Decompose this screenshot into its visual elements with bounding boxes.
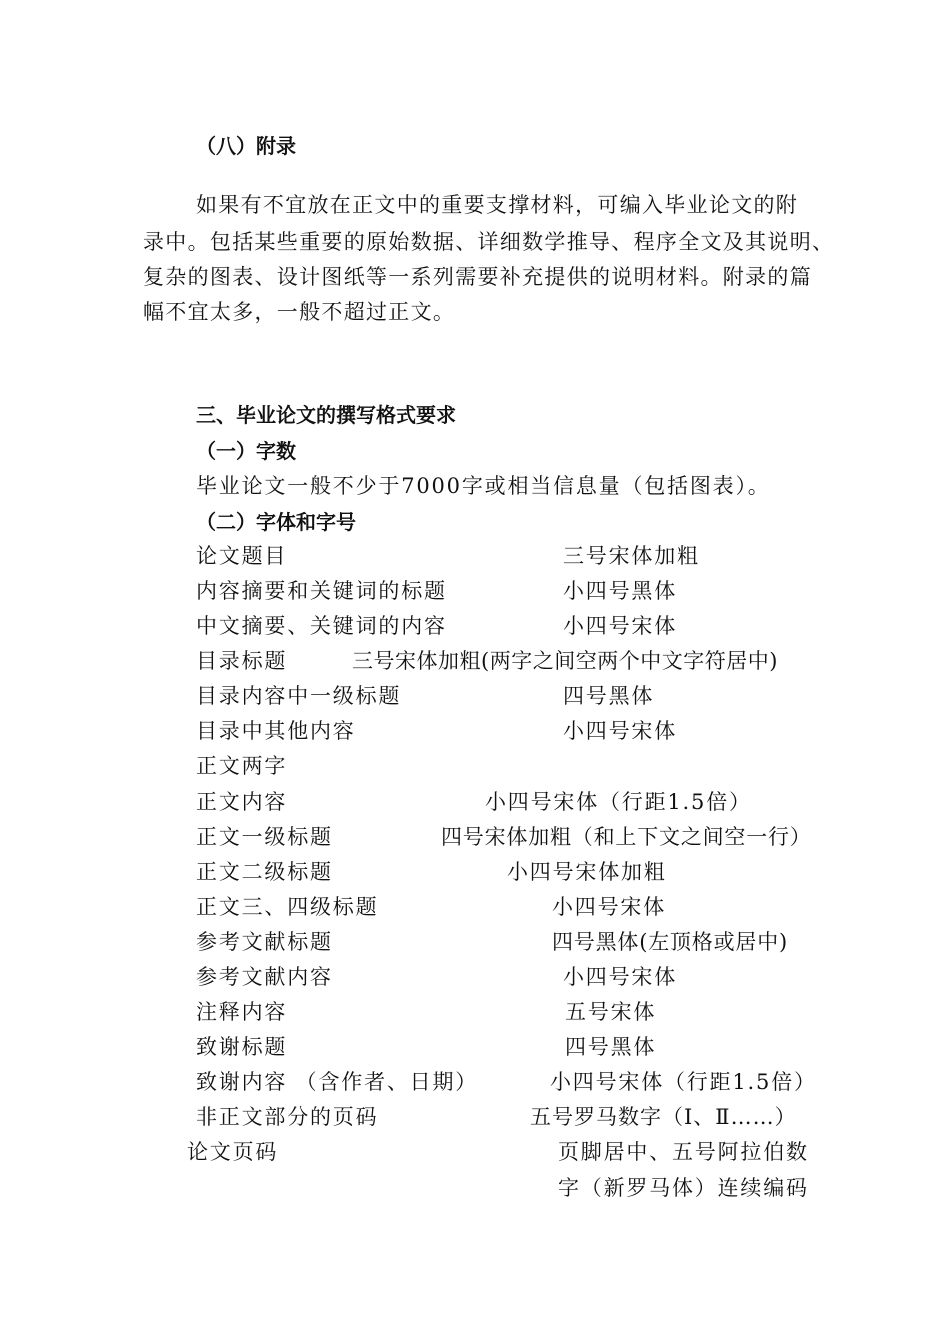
format-value: 三号宋体加粗: [563, 544, 700, 568]
format-value: 小四号宋体（行距1.5倍）: [485, 790, 752, 814]
format-item: 论文页码: [187, 1140, 279, 1164]
appendix-paragraph-line-1: 如果有不宜放在正文中的重要支撑材料，可编入毕业论文的附: [196, 193, 799, 217]
format-value: 小四号宋体: [563, 965, 677, 989]
format-item: 参考文献内容: [196, 965, 333, 989]
format-value: 小四号宋体: [563, 614, 677, 638]
format-value: 小四号宋体加粗: [507, 860, 667, 884]
section-3-heading: 三、毕业论文的撰写格式要求: [196, 403, 456, 427]
font-size-heading: （二）字体和字号: [196, 510, 356, 534]
word-count-heading: （一）字数: [196, 439, 296, 463]
format-item: 参考文献标题: [196, 930, 333, 954]
format-item: 正文二级标题: [196, 860, 333, 884]
format-value: 小四号宋体: [552, 895, 666, 919]
format-item: 正文三、四级标题: [196, 895, 379, 919]
format-value: 三号宋体加粗(两字之间空两个中文字符居中): [352, 649, 778, 673]
format-item: 正文内容: [196, 790, 288, 814]
format-value: 四号宋体加粗（和上下文之间空一行）: [441, 825, 812, 849]
format-value: 五号宋体: [565, 1000, 657, 1024]
format-value: 五号罗马数字（Ⅰ、Ⅱ……）: [530, 1105, 797, 1129]
appendix-paragraph-line-2: 录中。包括某些重要的原始数据、详细数学推导、程序全文及其说明、: [143, 230, 835, 254]
format-item: 注释内容: [196, 1000, 288, 1024]
format-item: 致谢标题: [196, 1035, 288, 1059]
word-count-text: 毕业论文一般不少于7000字或相当信息量（包括图表）。: [196, 474, 771, 498]
format-value: 小四号宋体: [563, 719, 677, 743]
format-item: 目录标题: [196, 649, 288, 673]
format-value: 页脚居中、五号阿拉伯数: [558, 1140, 809, 1164]
format-item: 论文题目: [196, 544, 288, 568]
format-value-continuation: 字（新罗马体）连续编码: [558, 1176, 809, 1200]
format-item: 目录内容中一级标题: [196, 684, 402, 708]
format-value: 小四号宋体（行距1.5倍）: [550, 1070, 817, 1094]
appendix-paragraph-line-4: 幅不宜太多，一般不超过正文。: [143, 300, 456, 324]
format-item: 内容摘要和关键词的标题: [196, 579, 447, 603]
format-item: 正文两字: [196, 754, 288, 778]
format-item: 中文摘要、关键词的内容: [196, 614, 447, 638]
format-value: 四号黑体(左顶格或居中): [552, 930, 788, 954]
appendix-paragraph-line-3: 复杂的图表、设计图纸等一系列需要补充提供的说明材料。附录的篇: [143, 265, 812, 289]
format-item: 目录中其他内容: [196, 719, 356, 743]
format-value: 四号黑体: [563, 684, 655, 708]
format-value: 小四号黑体: [563, 579, 677, 603]
section-8-heading: （八）附录: [196, 134, 296, 158]
format-item: 致谢内容 （含作者、日期）: [196, 1070, 479, 1094]
format-value: 四号黑体: [565, 1035, 657, 1059]
format-item: 非正文部分的页码: [196, 1105, 379, 1129]
format-item: 正文一级标题: [196, 825, 333, 849]
